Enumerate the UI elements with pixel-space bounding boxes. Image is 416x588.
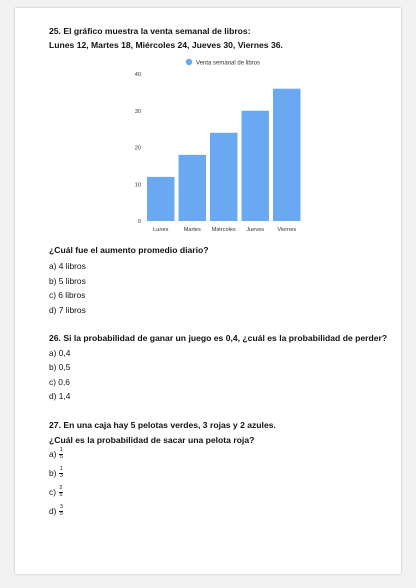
worksheet-page — [15, 8, 401, 574]
y-tick-label: 10 — [134, 182, 141, 189]
y-tick-label: 20 — [134, 145, 141, 152]
bar-4 — [242, 111, 270, 221]
option-letter: a) — [49, 449, 57, 460]
numerator: 1 — [59, 447, 64, 453]
denominator: 3 — [59, 473, 64, 480]
option-letter: b) — [49, 468, 57, 479]
option-letter: d) — [49, 506, 57, 517]
q25-option-a[interactable]: a) 4 libros — [49, 261, 86, 271]
numerator: 3 — [59, 504, 64, 510]
option-letter: c) — [49, 487, 56, 498]
denominator: 5 — [59, 492, 63, 499]
bar-2 — [179, 155, 207, 221]
y-tick-label: 0 — [137, 219, 141, 225]
fraction — [59, 505, 63, 518]
q25-option-b[interactable]: b) 5 libros — [49, 276, 86, 286]
q27-option-a[interactable] — [49, 448, 63, 461]
q25-statement-line2: Lunes 12, Martes 18, Miércoles 24, Jueves 30, Viernes 36. — [49, 40, 283, 50]
bar-3 — [210, 133, 238, 221]
chart-legend — [186, 59, 260, 67]
bar-5 — [273, 89, 301, 221]
x-tick-label: Viernes — [277, 227, 297, 233]
q25-statement-line1: 25. El gráfico muestra la venta semanal de libros: — [49, 26, 251, 36]
weekly-book-sales-chart — [133, 55, 309, 251]
x-tick-label: Martes — [183, 227, 201, 233]
numerator: 1 — [59, 466, 64, 472]
q25-option-d[interactable]: d) 7 libros — [49, 305, 86, 315]
legend-label: Venta semanal de libros — [196, 60, 261, 67]
fraction — [59, 486, 63, 499]
q25-option-c[interactable]: c) 6 libros — [49, 290, 86, 300]
y-tick-label: 30 — [134, 108, 141, 115]
denominator: 5 — [59, 511, 64, 518]
q25-question: ¿Cuál fue el aumento promedio diario? — [49, 245, 209, 255]
x-tick-label: Jueves — [246, 227, 265, 233]
denominator: 5 — [59, 454, 64, 461]
y-tick-label: 40 — [134, 72, 141, 78]
numerator: 2 — [59, 485, 63, 491]
q26-option-b[interactable]: b) 0,5 — [49, 362, 71, 372]
legend-marker — [186, 59, 192, 65]
q26-option-c[interactable]: c) 0,6 — [49, 377, 70, 387]
q27-option-c[interactable] — [49, 486, 63, 499]
q26-question: 26. Si la probabilidad de ganar un juego es 0,4, ¿cuál es la probabilidad de perder? — [49, 333, 388, 343]
q27-question: ¿Cuál es la probabilidad de sacar una pelota roja? — [49, 435, 255, 445]
q26-option-d[interactable]: d) 1,4 — [49, 391, 71, 401]
x-tick-label: Lunes — [153, 227, 169, 233]
bar-1 — [147, 177, 175, 221]
q26-option-a[interactable]: a) 0,4 — [49, 348, 71, 358]
q27-statement: 27. En una caja hay 5 pelotas verdes, 3 rojas y 2 azules. — [49, 420, 276, 430]
fraction — [59, 467, 63, 480]
q27-option-b[interactable] — [49, 467, 63, 480]
x-tick-label: Miércoles — [211, 227, 236, 233]
q27-option-d[interactable] — [49, 505, 63, 518]
fraction — [59, 448, 63, 461]
